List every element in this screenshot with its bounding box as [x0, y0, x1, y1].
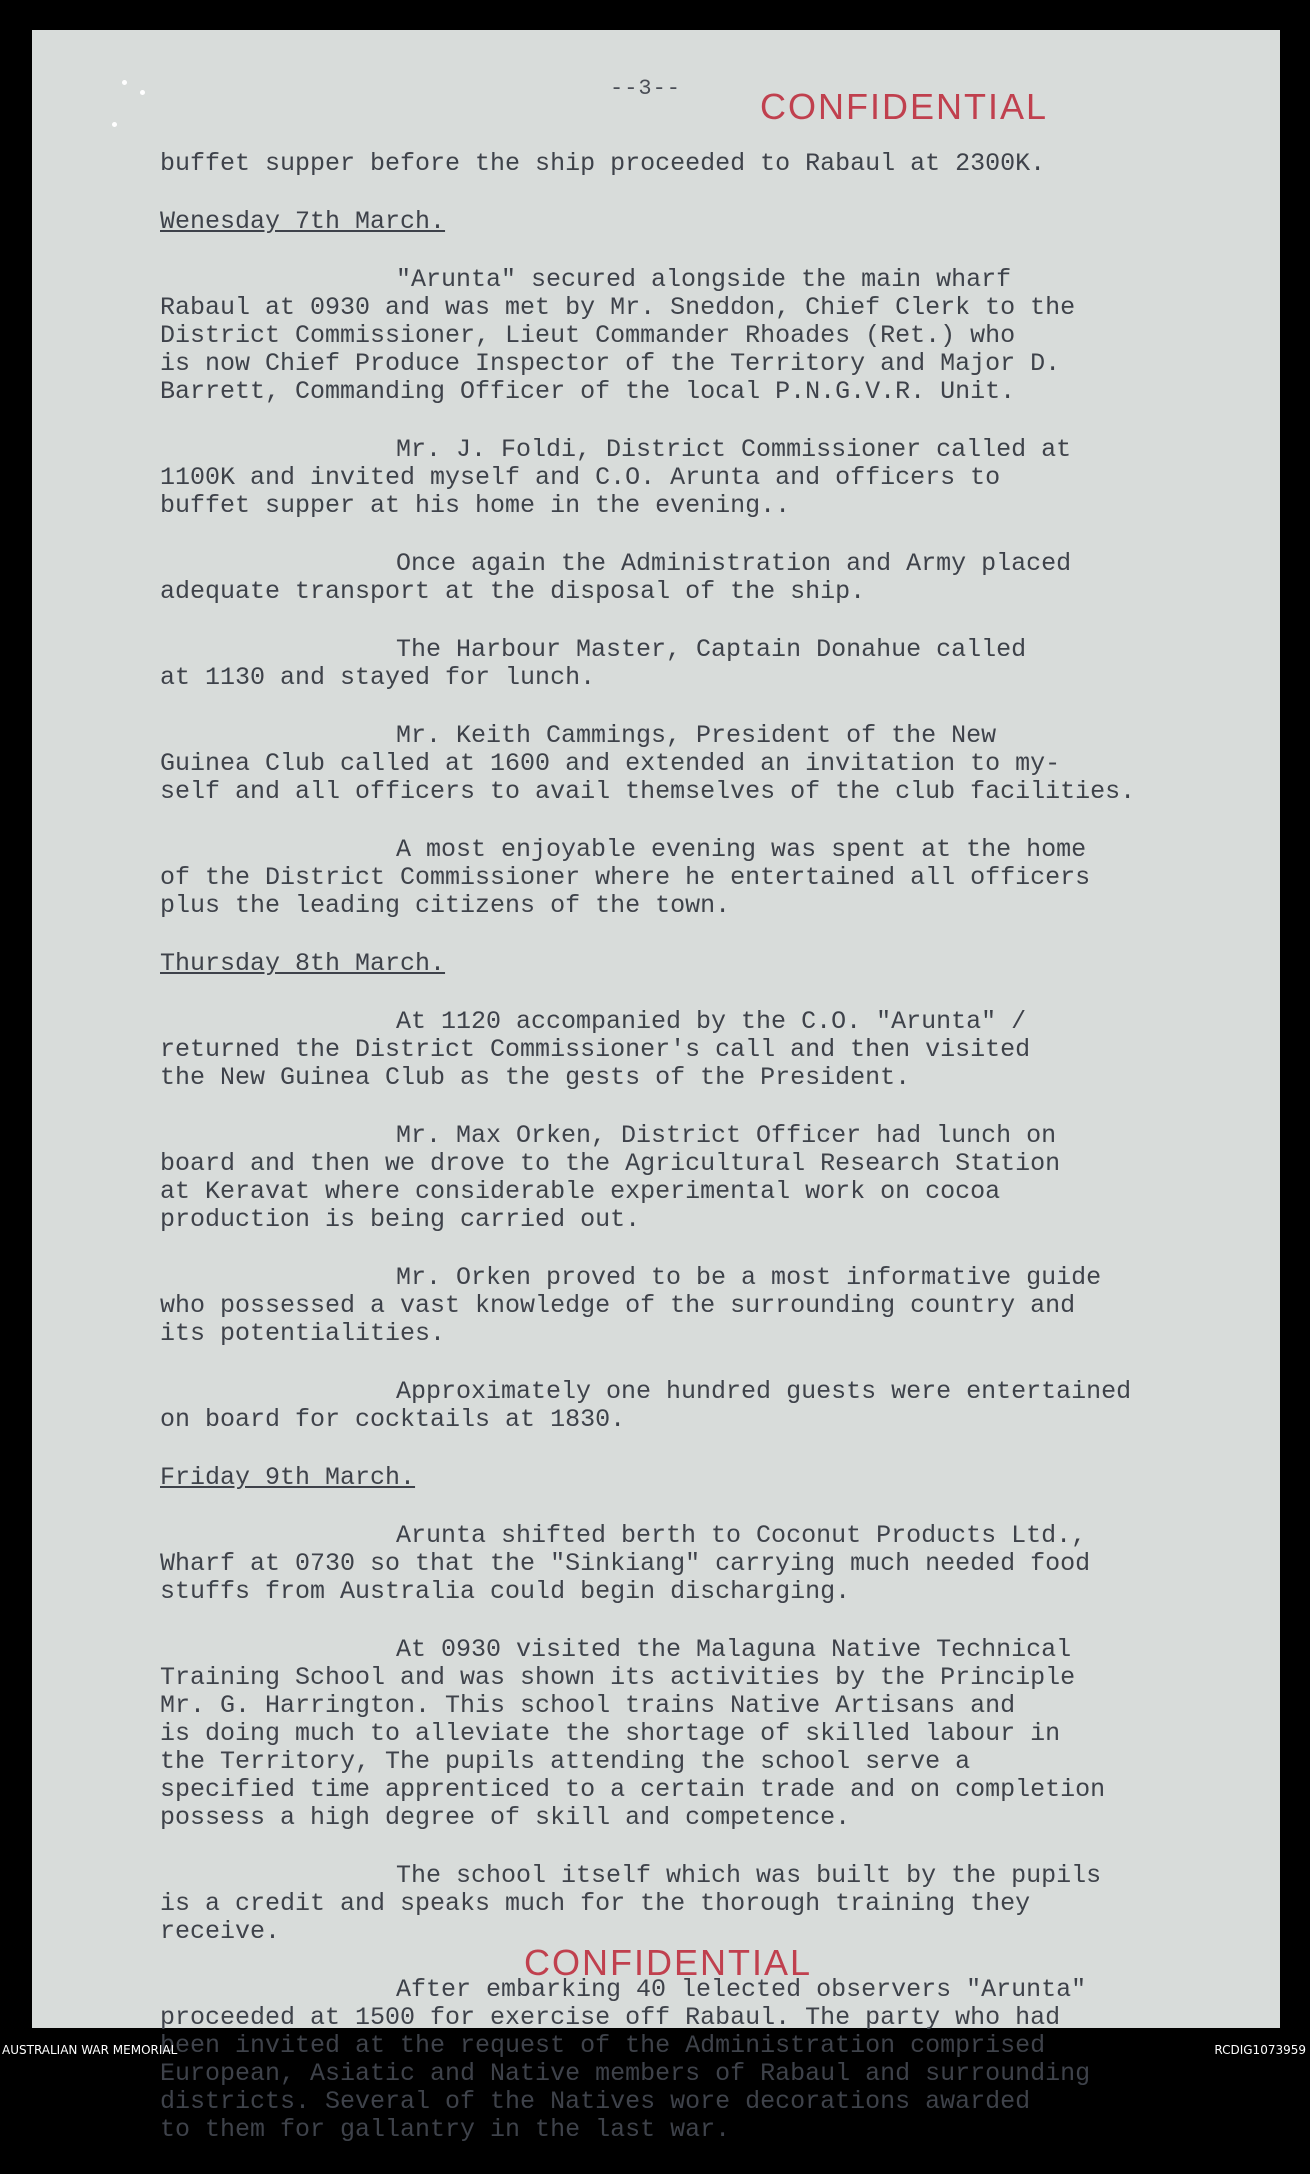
text-line: European, Asiatic and Native members of Rabaul and surrounding	[160, 2059, 1091, 2088]
paragraph	[160, 1122, 1220, 1234]
text-line: to them for gallantry in the last war.	[160, 2115, 731, 2144]
text-line: Barrett, Commanding Officer of the local P.N.G.V.R. Unit.	[160, 377, 1016, 406]
text-line: The school itself which was built by the pupils	[396, 1861, 1102, 1890]
text-line: Training School and was shown its activities by the Principle	[160, 1663, 1076, 1692]
text-line: Wharf at 0730 so that the "Sinkiang" carrying much needed food	[160, 1549, 1091, 1578]
text-line: proceeded at 1500 for exercise off Rabaul. The party who had	[160, 2003, 1061, 2032]
confidential-stamp-top: CONFIDENTIAL	[760, 86, 1049, 127]
text-line: buffet supper at his home in the evening..	[160, 491, 791, 520]
text-line: at Keravat where considerable experimental work on cocoa	[160, 1177, 1001, 1206]
paragraph	[160, 1008, 1220, 1092]
text-line: specified time apprenticed to a certain trade and on completion	[160, 1775, 1106, 1804]
archive-credit: AUSTRALIAN WAR MEMORIAL	[2, 2043, 178, 2057]
date-heading: Thursday 8th March.	[160, 949, 446, 978]
text-line: Mr. Orken proved to be a most informative guide	[396, 1263, 1102, 1292]
paragraph	[160, 1862, 1220, 1946]
paragraph	[160, 1264, 1220, 1348]
text-line: Mr. J. Foldi, District Commissioner called at	[396, 435, 1072, 464]
text-line: At 1120 accompanied by the C.O. "Arunta" /	[396, 1007, 1027, 1036]
date-heading: Friday 9th March.	[160, 1463, 416, 1492]
text-line: self and all officers to avail themselves of the club facilities.	[160, 777, 1136, 806]
text-line: After embarking 40 lelected observers "Arunta"	[396, 1975, 1087, 2004]
paragraph	[160, 436, 1220, 520]
text-line: Rabaul at 0930 and was met by Mr. Sneddon, Chief Clerk to the	[160, 293, 1076, 322]
text-line: 1100K and invited myself and C.O. Arunta and officers to	[160, 463, 1001, 492]
paragraph	[160, 266, 1220, 406]
text-line: at 1130 and stayed for lunch.	[160, 663, 596, 692]
text-line: on board for cocktails at 1830.	[160, 1405, 626, 1434]
text-line: Guinea Club called at 1600 and extended an invitation to my-	[160, 749, 1061, 778]
text-line: District Commissioner, Lieut Commander Rhoades (Ret.) who	[160, 321, 1016, 350]
text-line: adequate transport at the disposal of the ship.	[160, 577, 866, 606]
text-line: the Territory, The pupils attending the school serve a	[160, 1747, 971, 1776]
text-line: plus the leading citizens of the town.	[160, 891, 731, 920]
text-line: board and then we drove to the Agricultural Research Station	[160, 1149, 1061, 1178]
paragraph	[160, 1636, 1220, 1832]
text-line: stuffs from Australia could begin discharging.	[160, 1577, 851, 1606]
date-heading: Wenesday 7th March.	[160, 207, 446, 236]
text-line: The Harbour Master, Captain Donahue called	[396, 635, 1027, 664]
paragraph	[160, 550, 1220, 606]
paragraph	[160, 1378, 1220, 1434]
text-line: Arunta shifted berth to Coconut Products Ltd.,	[396, 1521, 1087, 1550]
paragraph	[160, 722, 1220, 806]
text-line: its potentialities.	[160, 1319, 446, 1348]
archive-id: RCDIG1073959	[1214, 2043, 1306, 2057]
text-line: Approximately one hundred guests were entertained	[396, 1377, 1132, 1406]
text-line: "Arunta" secured alongside the main wharf	[396, 265, 1012, 294]
punch-hole-mark	[112, 122, 117, 127]
page-number: --3--	[610, 76, 682, 101]
text-line: possess a high degree of skill and competence.	[160, 1803, 851, 1832]
punch-hole-mark	[140, 90, 145, 95]
text-line: been invited at the request of the Administration comprised	[160, 2031, 1046, 2060]
text-line: the New Guinea Club as the gests of the President.	[160, 1063, 911, 1092]
text-line: At 0930 visited the Malaguna Native Technical	[396, 1635, 1072, 1664]
text-line: districts. Several of the Natives wore decorations awarded	[160, 2087, 1031, 2116]
text-line: receive.	[160, 1917, 281, 1946]
text-line: Mr. G. Harrington. This school trains Native Artisans and	[160, 1691, 1016, 1720]
text-line: is a credit and speaks much for the thorough training they	[160, 1889, 1031, 1918]
paragraph	[160, 1976, 1220, 2144]
text-line: production is being carried out.	[160, 1205, 641, 1234]
text-line: Mr. Keith Cammings, President of the New	[396, 721, 997, 750]
text-line: is doing much to alleviate the shortage of skilled labour in	[160, 1719, 1061, 1748]
text-line: Once again the Administration and Army placed	[396, 549, 1072, 578]
text-line: who possessed a vast knowledge of the surrounding country and	[160, 1291, 1076, 1320]
punch-hole-mark	[122, 80, 127, 85]
paragraph	[160, 1522, 1220, 1606]
paragraph	[160, 150, 1220, 178]
text-line: of the District Commissioner where he entertained all officers	[160, 863, 1091, 892]
text-line: A most enjoyable evening was spent at the home	[396, 835, 1087, 864]
text-line: buffet supper before the ship proceeded to Rabaul at 2300K.	[160, 149, 1046, 178]
document-body	[160, 150, 1220, 2174]
text-line: Mr. Max Orken, District Officer had lunch on	[396, 1121, 1057, 1150]
text-line: is now Chief Produce Inspector of the Territory and Major D.	[160, 349, 1061, 378]
confidential-stamp-bottom: CONFIDENTIAL	[524, 1942, 813, 1983]
paragraph	[160, 836, 1220, 920]
text-line: returned the District Commissioner's call and then visited	[160, 1035, 1031, 1064]
paragraph	[160, 636, 1220, 692]
